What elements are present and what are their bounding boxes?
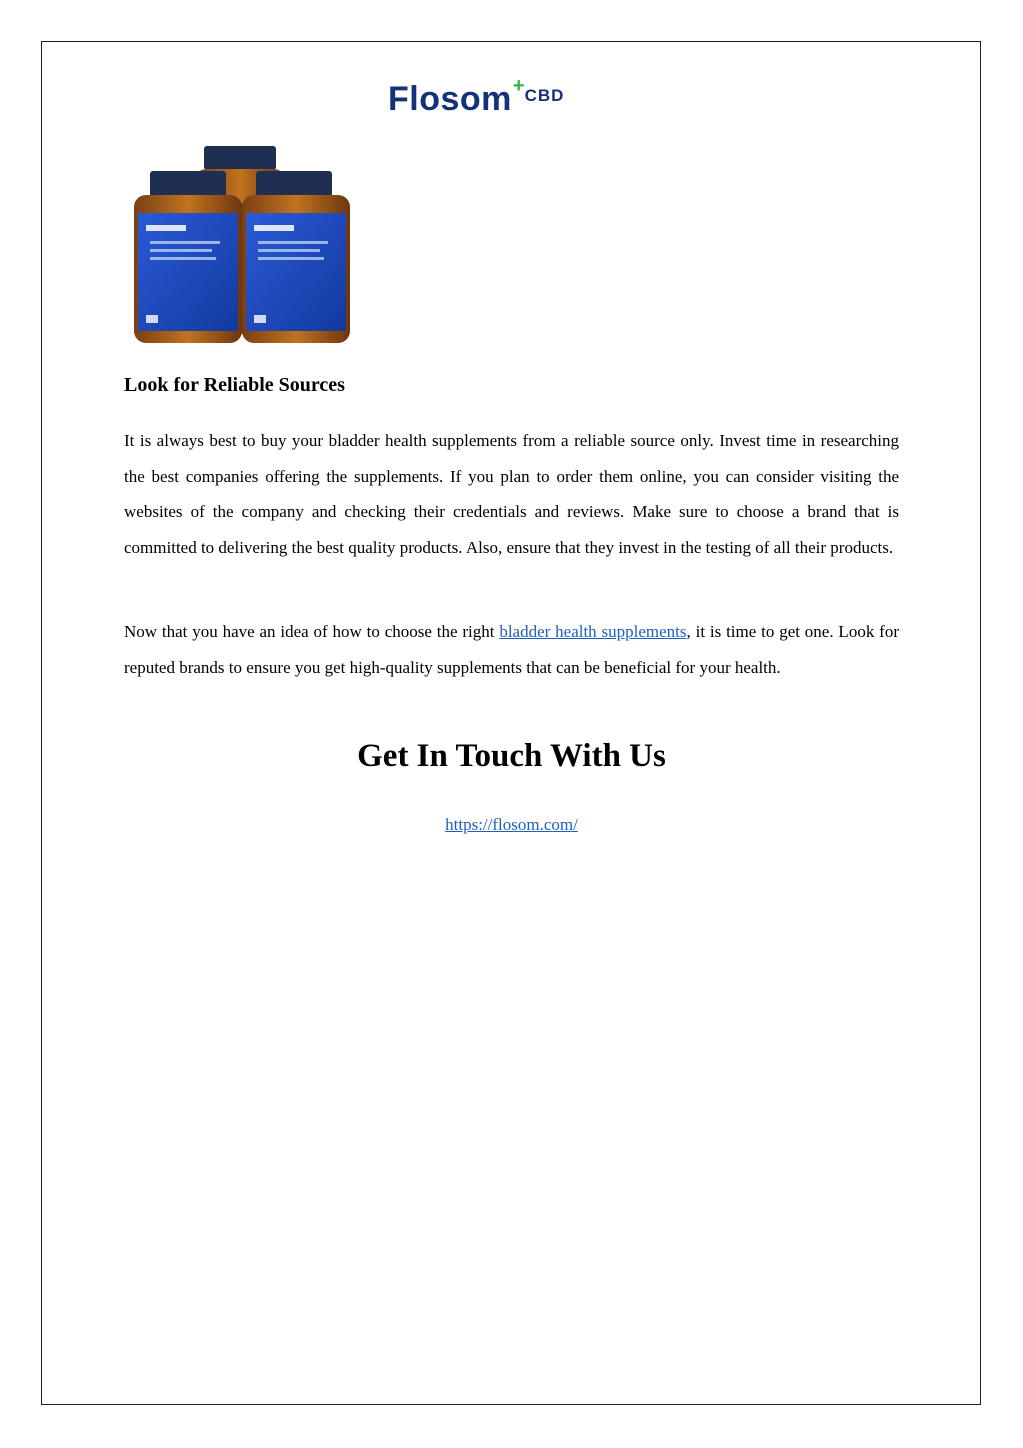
logo-wordmark: Flosom: [388, 80, 512, 118]
section-heading: Look for Reliable Sources: [124, 374, 345, 396]
paragraph-conclusion: [124, 614, 899, 685]
contact-title: Get In Touch With Us: [357, 738, 666, 774]
bottles-illustration: [124, 143, 356, 348]
bladder-health-supplements-link[interactable]: bladder health supplements: [499, 622, 687, 641]
paragraph-text-before-link: Now that you have an idea of how to choose the right: [124, 622, 500, 641]
logo-cbd-text: CBD: [524, 86, 565, 105]
website-link[interactable]: https://flosom.com/: [445, 815, 578, 834]
flosom-cbd-logo: [388, 75, 565, 120]
contact-url-wrapper: [0, 815, 1023, 835]
paragraph-reliable-sources: It is always best to buy your bladder health supplements from a reliable source only. Invest time in researching the best companies offering the supplements. If you plan to order them online, you can consider visiting the websites of the company and checking their credentials and reviews. Make sure to choose a brand that is committed to delivering the best quality products. Also, ensure that they invest in the testing of all their products.: [124, 431, 899, 558]
logo-plus-mark: +: [512, 75, 525, 97]
bottle-right: [242, 171, 350, 343]
bottle-left: [134, 171, 242, 343]
product-bottles-image: [124, 143, 356, 348]
paragraph-text-after-link: , it is time to get one. Look for reputed brands to ensure you get high-quality supplements that can be beneficial for your health.: [124, 622, 899, 677]
